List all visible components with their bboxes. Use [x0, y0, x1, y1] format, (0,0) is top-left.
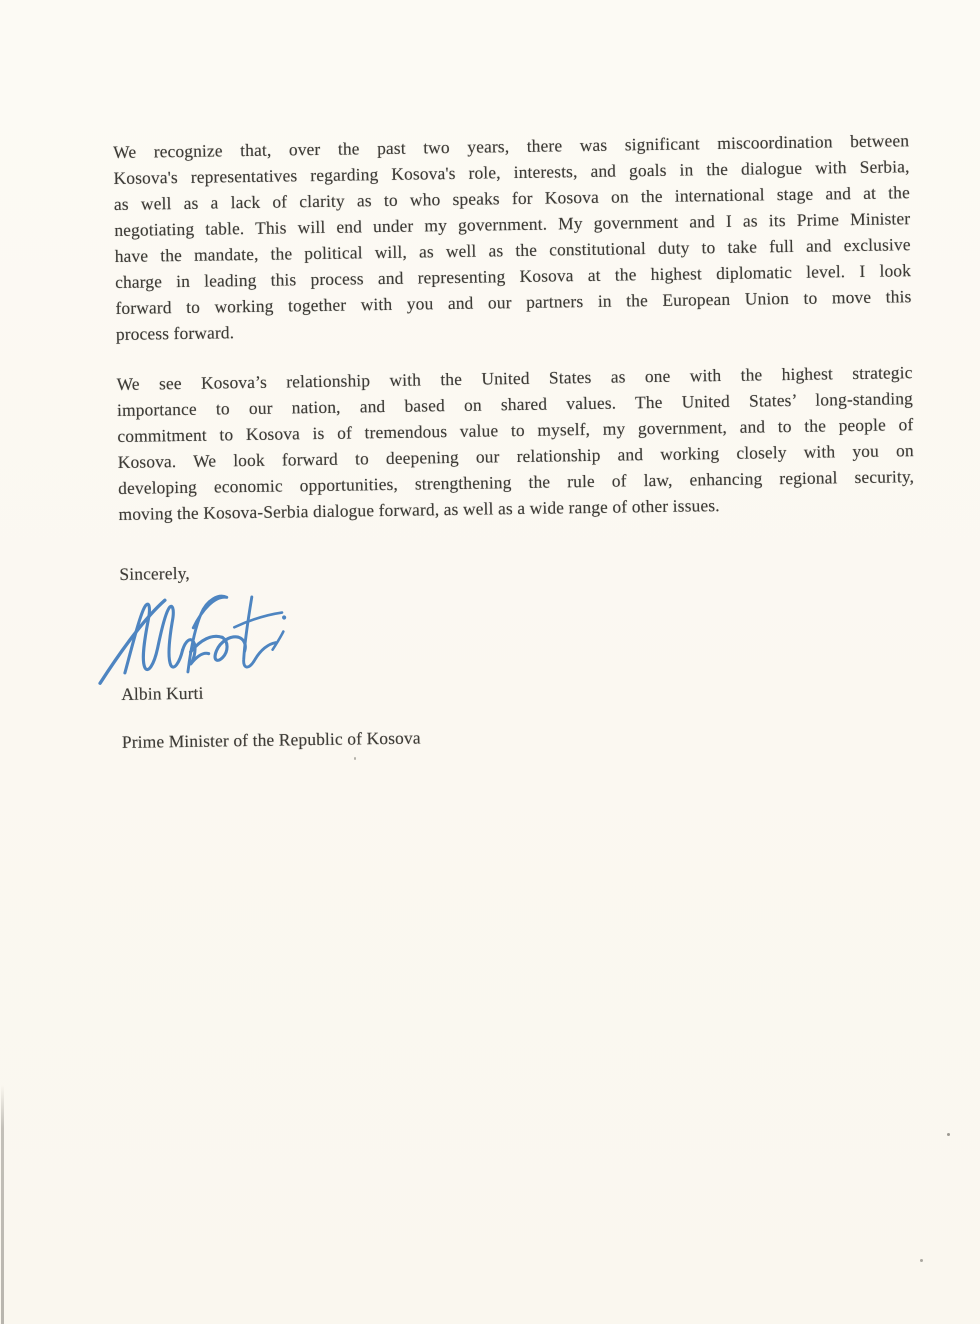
text-line: charge in leading this process and representing Kosova at the highest diplomatic level. I look — [114, 260, 912, 292]
signer-name: Albin Kurti — [121, 682, 204, 704]
text-line: developing economic opportunities, strengthening the rule of law, enhancing regional security, — [118, 466, 915, 498]
paragraph-2 — [116, 359, 914, 527]
letter-body — [113, 127, 918, 755]
text-line: process forward. — [115, 322, 235, 344]
scan-edge-artifact — [1, 1085, 4, 1324]
closing-salutation: Sincerely, — [119, 562, 190, 584]
text-line: We recognize that, over the past two years, there was significant miscoordination between — [113, 130, 910, 162]
scan-speck — [920, 1259, 923, 1262]
text-line: We see Kosova’s relationship with the United States as one with the highest strategic — [116, 362, 913, 394]
text-line: Kosova's representatives regarding Kosova's role, interests, and goals in the dialogue with Serbia, — [113, 156, 910, 188]
text-line: as well as a lack of clarity as to who speaks for Kosova on the international stage and at the — [113, 182, 911, 214]
scan-speck — [354, 757, 356, 760]
text-line: forward to working together with you and our partners in the European Union to move this — [115, 286, 912, 318]
text-line: importance to our nation, and based on shared values. The United States’ long-standing — [116, 388, 914, 420]
text-line: Kosova. We look forward to deepening our relationship and working closely with you on — [117, 440, 914, 472]
text-line: commitment to Kosova is of tremendous value to myself, my government, and to the people of — [117, 414, 914, 446]
text-line: negotiating table. This will end under my government. My government and I as its Prime Minister — [114, 208, 911, 240]
signature-albin-kurti — [94, 586, 297, 687]
text-line: have the mandate, the political will, as well as the constitutional duty to take full and exclusive — [114, 234, 911, 266]
signer-title: Prime Minister of the Republic of Kosova — [121, 727, 421, 752]
scan-speck — [947, 1133, 950, 1136]
paragraph-1 — [113, 127, 912, 347]
text-line: moving the Kosova-Serbia dialogue forward, as well as a wide range of other issues. — [118, 495, 720, 524]
